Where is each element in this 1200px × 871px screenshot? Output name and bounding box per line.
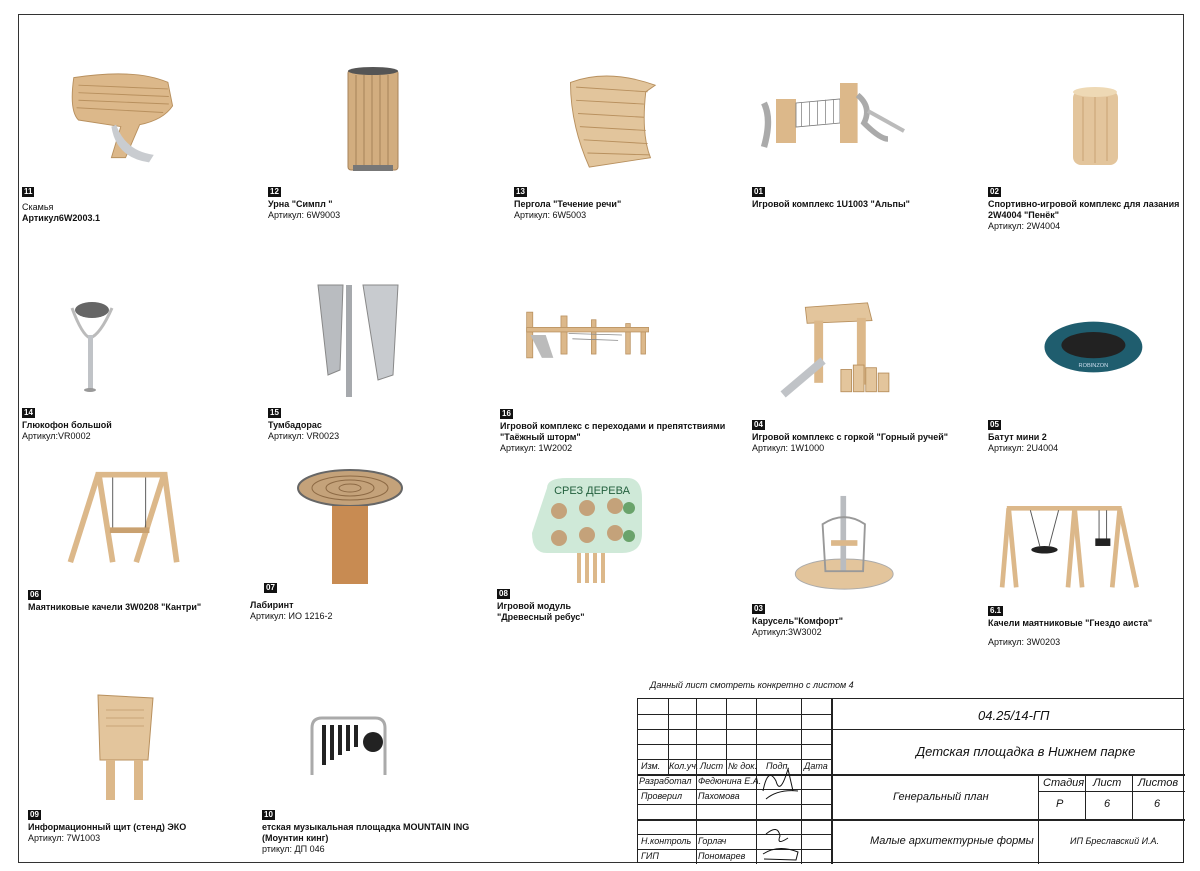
- name-developer: Федюнина Е.А.: [698, 776, 762, 786]
- item-name: Лабиринт: [250, 600, 294, 610]
- sheet-note: Данный лист смотреть конкретно с листом 4: [650, 680, 854, 690]
- bench-image: [22, 65, 182, 175]
- swing-image: [28, 460, 188, 575]
- name-checker: Пахомова: [698, 791, 740, 801]
- hdr-data: Дата: [804, 761, 828, 771]
- item-name: Игровой комплекс 1U1003 "Альпы": [752, 199, 910, 209]
- item-name: Тумбадорас: [268, 420, 322, 430]
- item-name: Маятниковые качели 3W0208 "Кантри": [28, 602, 202, 612]
- slide-complex-image: [752, 292, 912, 407]
- item-name: Батут мини 2: [988, 432, 1047, 442]
- labyrinth-image: [250, 466, 410, 586]
- item-name: етская музыкальная площадка MOUNTAIN ING (Моунтин кинг): [262, 822, 470, 843]
- role-developer: Разработал: [639, 776, 692, 786]
- item-sku: Артикул: 1W2002: [500, 443, 573, 453]
- item-sku: Артикул: 6W9003: [268, 210, 341, 220]
- item-sku: Артикул: ИО 1216-2: [250, 611, 333, 621]
- sheet-title: Генеральный план: [893, 791, 989, 803]
- sheets-value: 6: [1154, 798, 1161, 810]
- hdr-ndok: № док.: [728, 761, 757, 771]
- stage-label: Стадия: [1043, 777, 1085, 789]
- role-chief-engineer: ГИП: [641, 851, 659, 861]
- item-number: 6.1: [990, 606, 1002, 615]
- hdr-kol: Кол.уч.: [669, 761, 699, 771]
- item-name: Пергола "Течение речи": [514, 199, 622, 209]
- item-sku: Артикул: 3W0203: [988, 637, 1061, 647]
- info-board-image: [28, 690, 188, 802]
- item-sku: Артикул: 2W4004: [988, 221, 1061, 231]
- pergola-image: [514, 65, 674, 177]
- stage-value: Р: [1056, 798, 1064, 810]
- item-sku: Артикул:3W3002: [752, 627, 822, 637]
- item-name: Информационный щит (стенд) ЭКО: [28, 822, 187, 832]
- trampoline-image: [988, 312, 1148, 382]
- item-sku: Артикул:VR0002: [22, 431, 91, 441]
- item-number: 12: [270, 187, 279, 196]
- stump-image: [988, 65, 1148, 175]
- obstacle-complex-image: [500, 295, 660, 375]
- item-number: 10: [264, 810, 273, 819]
- carousel-image: [752, 488, 912, 598]
- company-name: ИП Бреславский И.А.: [1070, 836, 1160, 846]
- item-name: Игровой комплекс с горкой "Горный ручей": [752, 432, 949, 442]
- item-number: 01: [754, 187, 763, 196]
- board-title: СРЕЗ ДЕРЕВА: [554, 485, 630, 497]
- item-sku: Артикул6W2003.1: [22, 213, 100, 223]
- item-name: Урна "Симпл ": [268, 199, 333, 209]
- nest-swing-image: [988, 498, 1148, 593]
- item-number: 02: [990, 187, 999, 196]
- item-sku: Артикул: VR0023: [268, 431, 340, 441]
- item-number: 16: [502, 409, 511, 418]
- glucophone-image: [22, 290, 182, 400]
- drawing-title: Малые архитектурные формы: [870, 835, 1034, 847]
- tree-puzzle-image: [497, 478, 657, 583]
- sheet-label: Лист: [1093, 777, 1122, 789]
- item-number: 05: [990, 420, 999, 429]
- bin-image: [268, 65, 428, 175]
- hdr-izm: Изм.: [641, 761, 661, 771]
- name-norm-control: Горлач: [698, 836, 727, 846]
- play-complex-image: [752, 65, 912, 165]
- music-playground-image: [262, 710, 422, 790]
- item-name: Карусель"Комфорт": [752, 616, 844, 626]
- item-number: 11: [24, 187, 33, 196]
- item-sku: ртикул: ДП 046: [262, 844, 325, 854]
- item-number: 03: [754, 604, 763, 613]
- sheets-label: Листов: [1138, 777, 1179, 789]
- item-number: 15: [270, 408, 279, 417]
- item-number: 13: [516, 187, 525, 196]
- item-name: Глюкофон большой: [22, 420, 112, 430]
- item-sku: Артикул: 1W1000: [752, 443, 825, 453]
- item-number: 06: [30, 590, 39, 599]
- item-name: Спортивно-игровой комплекс для лазания 2W4004 "Пенёк": [988, 199, 1180, 220]
- role-norm-control: Н.контроль: [641, 836, 692, 846]
- hdr-list: Лист: [700, 761, 724, 771]
- item-number: 09: [30, 810, 39, 819]
- project-title: Детская площадка в Нижнем парке: [916, 744, 1136, 759]
- item-number: 14: [24, 408, 33, 417]
- signature-icon: [758, 824, 803, 864]
- item-name: Качели маятниковые "Гнездо аиста": [988, 618, 1153, 628]
- item-sku: Артикул: 7W1003: [28, 833, 101, 843]
- item-name: Игровой модуль "Древесный ребус": [497, 601, 585, 622]
- item-name: Скамья: [22, 202, 54, 212]
- doc-code: 04.25/14-ГП: [978, 708, 1050, 723]
- hdr-podp: Подп.: [766, 761, 790, 771]
- item-number: 08: [499, 589, 508, 598]
- item-number: 07: [266, 583, 275, 592]
- signature-icon: [758, 761, 803, 806]
- name-chief-engineer: Пономарев: [698, 851, 746, 861]
- item-number: 04: [754, 420, 763, 429]
- sheet-value: 6: [1104, 798, 1111, 810]
- role-checker: Проверил: [641, 791, 683, 801]
- svg-text:ROBINZON: ROBINZON: [1078, 362, 1109, 369]
- item-sku: Артикул: 6W5003: [514, 210, 587, 220]
- item-name: Игровой комплекс с переходами и препятствиями "Таёжный шторм": [500, 421, 726, 442]
- title-block: [637, 698, 1184, 863]
- item-sku: Артикул: 2U4004: [988, 443, 1059, 453]
- tumbadoras-image: [268, 280, 428, 400]
